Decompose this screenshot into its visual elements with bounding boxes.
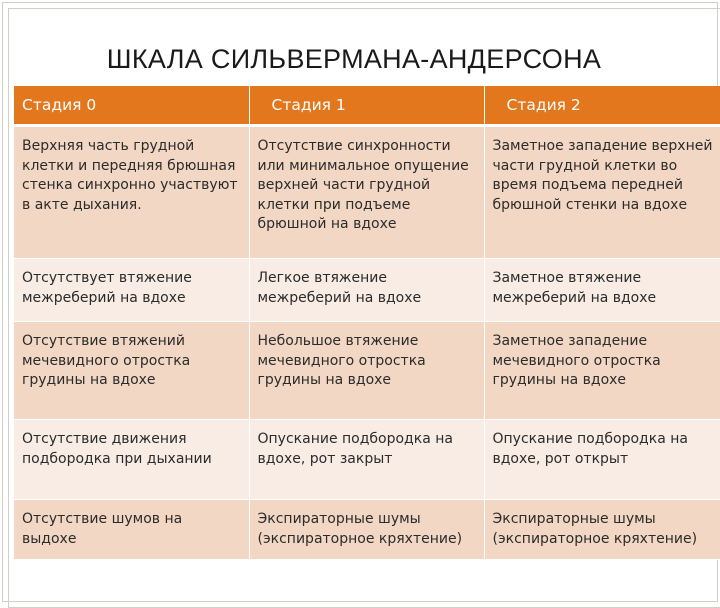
table-row <box>14 500 720 560</box>
table-cell: Отсутствие шумов на выдохе <box>14 500 249 560</box>
silverman-anderson-table <box>14 86 720 560</box>
table-cell: Легкое втяжение межреберий на вдохе <box>249 259 484 322</box>
table-cell: Экспираторные шумы (экспираторное кряхтение) <box>249 500 484 560</box>
table-cell: Заметное втяжение межреберий на вдохе <box>484 259 720 322</box>
table-row <box>14 259 720 322</box>
table-row <box>14 420 720 500</box>
table-cell: Отсутствие движения подбородка при дыхании <box>14 420 249 500</box>
table-cell: Отсутствие втяжений мечевидного отростка грудины на вдохе <box>14 322 249 420</box>
slide-title: ШКАЛА СИЛЬВЕРМАНА-АНДЕРСОНА <box>106 44 602 74</box>
header-stage-1: Стадия 1 <box>249 86 484 126</box>
table-header-row <box>14 86 720 126</box>
table-cell: Опускание подбородка на вдохе, рот закрыт <box>249 420 484 500</box>
table-cell: Заметное западение верхней части грудной клетки во время подъема передней брюшной стенки на вдохе <box>484 126 720 259</box>
table-row <box>14 322 720 420</box>
header-stage-0: Стадия 0 <box>14 86 249 126</box>
table-cell: Экспираторные шумы (экспираторное кряхтение) <box>484 500 720 560</box>
header-stage-2: Стадия 2 <box>484 86 720 126</box>
table-row <box>14 126 720 259</box>
table-cell: Небольшое втяжение мечевидного отростка грудины на вдохе <box>249 322 484 420</box>
table-cell: Заметное западение мечевидного отростка грудины на вдохе <box>484 322 720 420</box>
table-cell: Верхняя часть грудной клетки и передняя брюшная стенка синхронно участвуют в акте дыхания. <box>14 126 249 259</box>
table-cell: Отсутствует втяжение межреберий на вдохе <box>14 259 249 322</box>
table-cell: Отсутствие синхронности или минимальное опущение верхней части грудной клетки при подъеме брюшной на вдохе <box>249 126 484 259</box>
table-cell: Опускание подбородка на вдохе, рот открыт <box>484 420 720 500</box>
